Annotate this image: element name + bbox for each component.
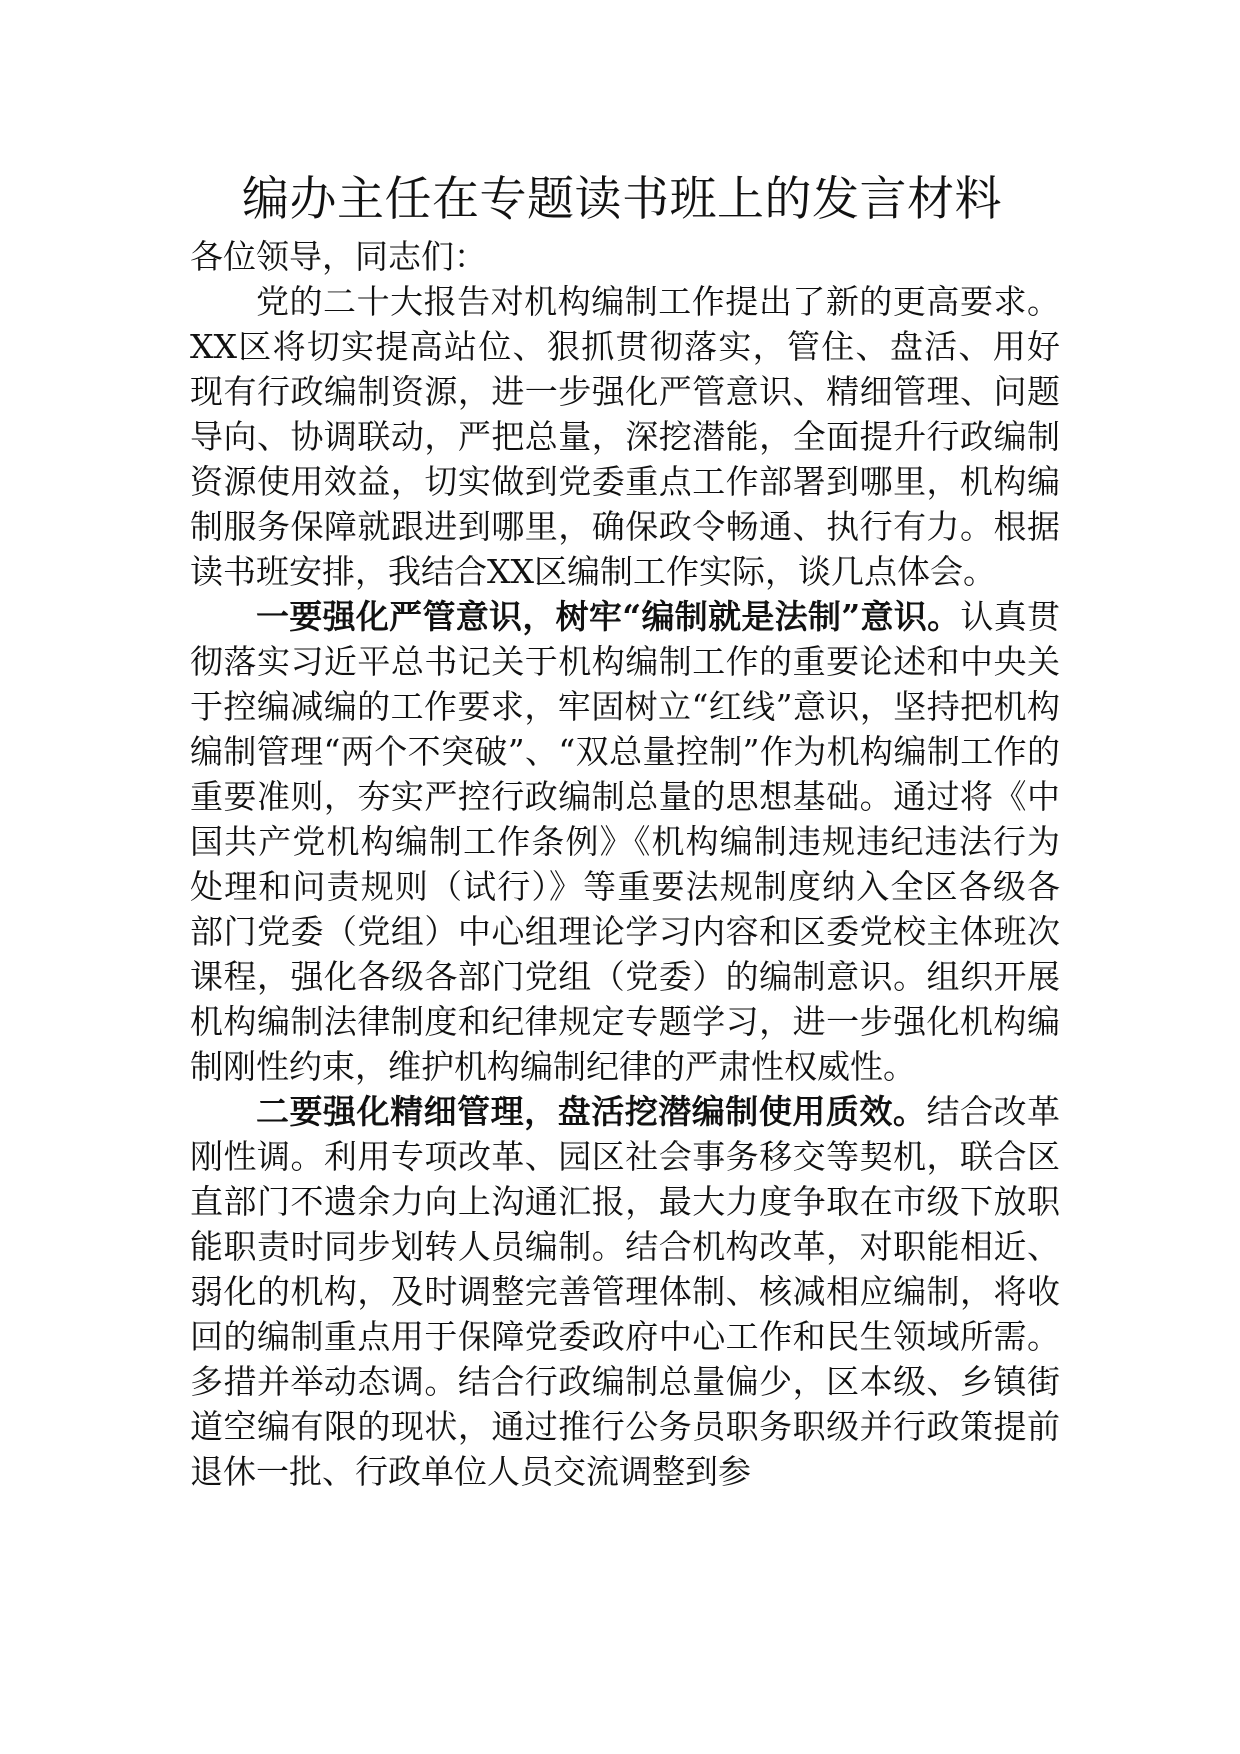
- paragraph-lead: 一要强化严管意识，树牢“编制就是法制”意识。: [256, 597, 961, 636]
- paragraph-text: 认真贯彻落实习近平总书记关于机构编制工作的重要论述和中央关于控编减编的工作要求，牢固树立“红线”意识，坚持把机构编制管理“两个不突破”、“双总量控制”作为机构编制工作的重要准则，夯实严控行政编制总量的思想基础。通过将《中国共产党机构编制工作条例》《机构编制违规违纪违法行为处理和问责规则（试行）》等重要法规制度纳入全区各级各部门党委（党组）中心组理论学习内容和区委党校主体班次课程，强化各级各部门党组（党委）的编制意识。组织开展机构编制法律制度和纪律规定专题学习，进一步强化机构编制刚性约束，维护机构编制纪律的严肃性权威性。: [190, 597, 1061, 1086]
- paragraph-lead: 二要强化精细管理，盘活挖潜编制使用质效。: [256, 1092, 927, 1131]
- document-title: 编办主任在专题读书班上的发言材料: [242, 172, 1002, 227]
- paragraph-text: 结合改革刚性调。利用专项改革、园区社会事务移交等契机，联合区直部门不遗余力向上沟通汇报，最大力度争取在市级下放职能职责时同步划转人员编制。结合机构改革，对职能相近、弱化的机构，及时调整完善管理体制、核减相应编制，将收回的编制重点用于保障党委政府中心工作和民生领域所需。多措并举动态调。结合行政编制总量偏少，区本级、乡镇街道空编有限的现状，通过推行公务员职务职级并行政策提前退休一批、行政单位人员交流调整到参: [190, 1092, 1061, 1491]
- document-page: [190, 168, 1060, 1494]
- paragraph-text: 党的二十大报告对机构编制工作提出了新的更高要求。XX区将切实提高站位、狠抓贯彻落实，管住、盘活、用好现有行政编制资源，进一步强化严管意识、精细管理、问题导向、协调联动，严把总量，深挖潜能，全面提升行政编制资源使用效益，切实做到党委重点工作部署到哪里，机构编制服务保障就跟进到哪里，确保政令畅通、执行有力。根据读书班安排，我结合XX区编制工作实际，谈几点体会。: [190, 282, 1060, 591]
- paragraph-intro: [190, 279, 1060, 594]
- salutation: 各位领导，同志们：: [190, 237, 487, 276]
- paragraph-point-two: [190, 1089, 1060, 1494]
- paragraph-point-one: [190, 594, 1060, 1089]
